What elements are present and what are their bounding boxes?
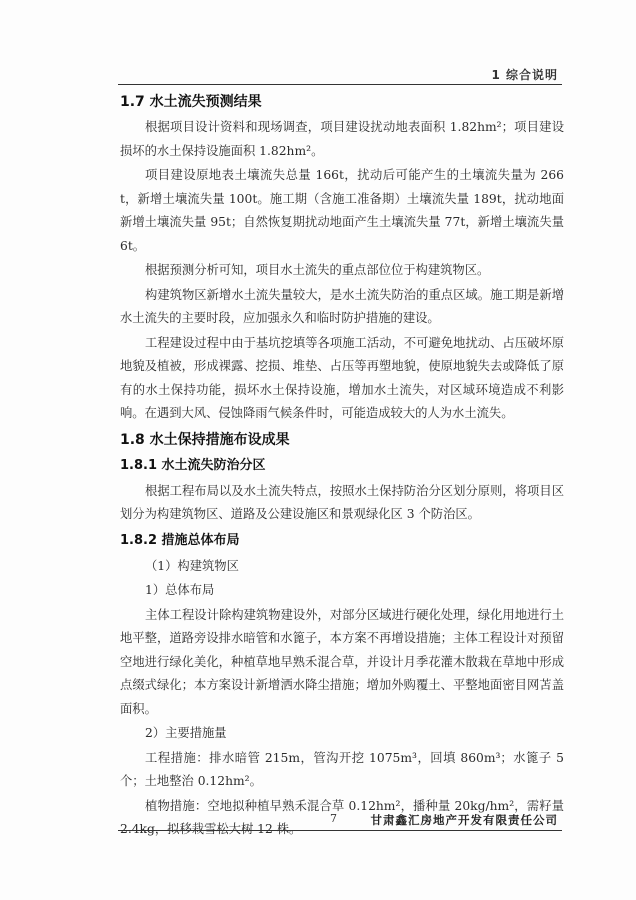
page-body xyxy=(120,88,564,843)
section-1-7-heading: 1.7 水土流失预测结果 xyxy=(120,94,262,110)
list-item: 2）主要措施量 xyxy=(145,726,227,740)
paragraph: 根据项目设计资料和现场调查，项目建设扰动地表面积 1.82hm²；项目建设损坏的水土保持设施面积 1.82hm²。 xyxy=(120,120,564,158)
company-name: 甘肃鑫汇房地产开发有限责任公司 xyxy=(370,813,558,827)
section-1-8-2-heading: 1.8.2 措施总体布局 xyxy=(120,532,240,548)
page-number: 7 xyxy=(330,812,337,825)
paragraph: 主体工程设计除构建筑物建设外，对部分区域进行硬化处理，绿化用地进行土地平整，道路旁设排水暗管和水篦子，本方案不再增设措施；主体工程设计对预留空地进行绿化美化，种植草地早熟禾混合草，并设计月季花灌木散栽在草地中形成点缀式绿化；本方案设计新增洒水降尘措施；增加外购覆土、平整地面密目网苫盖面积。 xyxy=(120,607,564,716)
paragraph: 植物措施：空地拟种植早熟禾混合草 0.12hm²，播种量 20kg/hm²，需籽量 2.4kg，拟移栽雪松大树 12 株。 xyxy=(120,798,564,836)
section-1-8-heading: 1.8 水土保持措施布设成果 xyxy=(120,431,290,448)
paragraph: 工程措施：排水暗管 215m，管沟开挖 1075m³，回填 860m³；水篦子 5 个；土地整治 0.12hm²。 xyxy=(120,750,564,788)
paragraph: 根据工程布局以及水土流失特点，按照水土保持防治分区划分原则，将项目区划分为构建筑物区、道路及公建设施区和景观绿化区 3 个防治区。 xyxy=(120,483,564,521)
paragraph: 根据预测分析可知，项目水土流失的重点部位位于构建筑物区。 xyxy=(145,263,490,277)
section-1-8-1-heading: 1.8.1 水土流失防治分区 xyxy=(120,457,266,473)
list-item: 1）总体布局 xyxy=(145,583,215,597)
header-divider xyxy=(118,84,562,85)
running-header: 1 综合说明 xyxy=(491,68,558,82)
paragraph: 工程建设过程中由于基坑挖填等各项施工活动，不可避免地扰动、占压破坏原地貌及植被，形成裸露、挖损、堆垫、占压等再塑地貌，使原地貌失去或降低了原有的水土保持功能，损坏水土保持设施，增加水土流失，对区域环境造成不利影响。在遇到大风、侵蚀降雨气候条件时，可能造成较大的人为水土流失。 xyxy=(120,335,564,420)
list-item: （1）构建筑物区 xyxy=(145,558,239,573)
footer-divider xyxy=(118,830,562,831)
paragraph: 构建筑物区新增水土流失量较大，是水土流失防治的重点区域。施工期是新增水土流失的主要时段，应加强永久和临时防护措施的建设。 xyxy=(120,287,564,325)
paragraph: 项目建设原地表土壤流失总量 166t，扰动后可能产生的土壤流失量为 266t，新增土壤流失量 100t。施工期（含施工准备期）土壤流失量 189t，扰动地面新增土壤流失量 95t；自然恢复期扰动地面产生土壤流失量 77t，新增土壤流失量 6t。 xyxy=(120,168,564,253)
